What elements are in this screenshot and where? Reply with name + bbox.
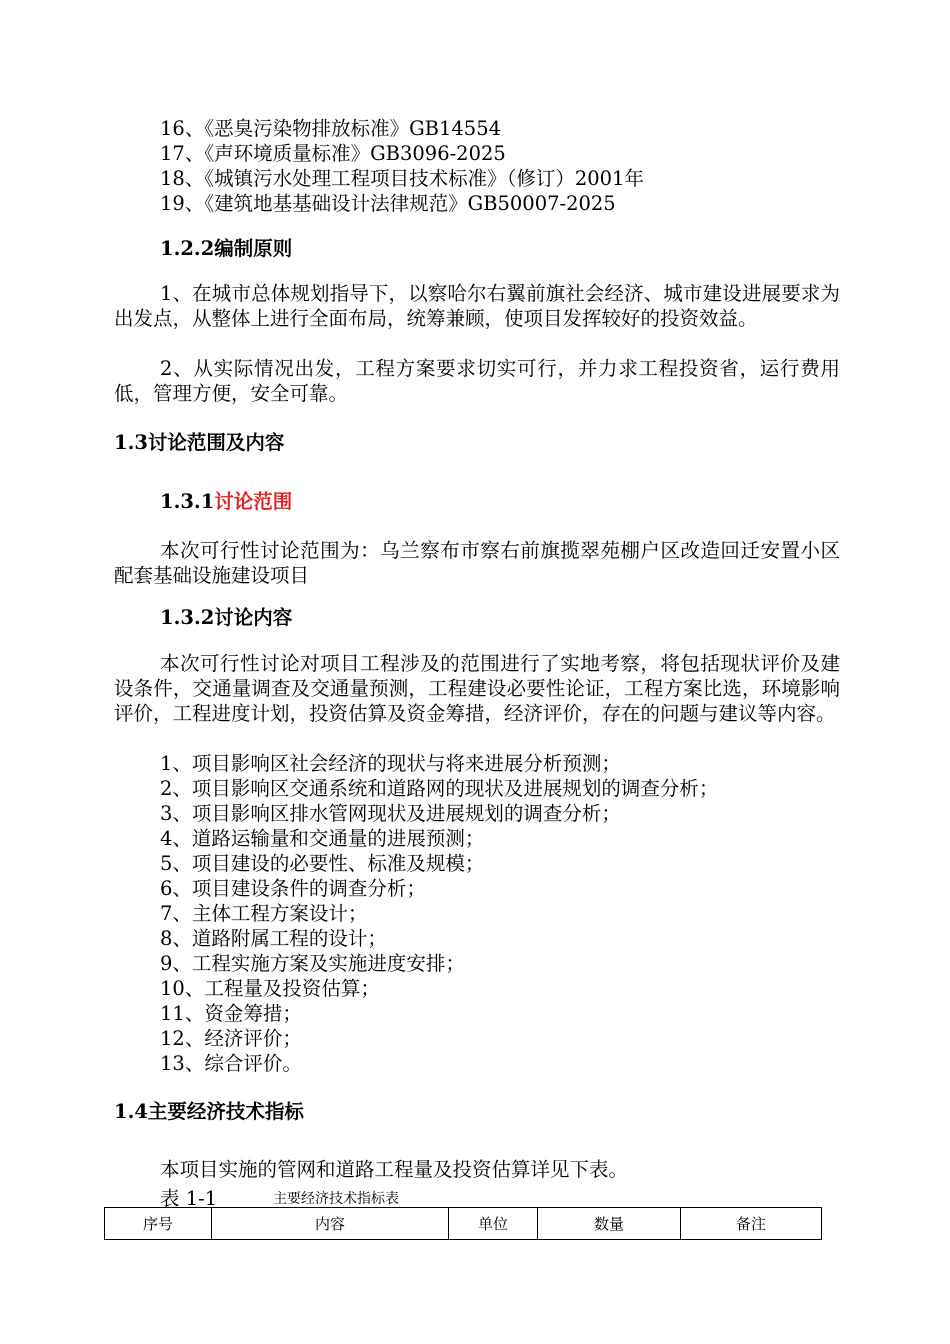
list-item: 12、经济评价； bbox=[160, 1027, 302, 1050]
table-title: 主要经济技术指标表 bbox=[273, 1191, 399, 1207]
list-item: 13、综合评价。 bbox=[160, 1052, 302, 1075]
section-heading-1-4: 1.4主要经济技术指标 bbox=[114, 1100, 304, 1123]
indicators-table bbox=[104, 1207, 822, 1240]
list-item: 9、工程实施方案及实施进度安排； bbox=[160, 952, 465, 975]
column-header: 序号 bbox=[105, 1208, 212, 1240]
list-item: 3、项目影响区排水管网现状及进展规划的调查分析； bbox=[160, 802, 621, 825]
paragraph: 本次可行性讨论范围为：乌兰察布市察右前旗揽翠苑棚户区改造回迁安置小区配套基础设施建设项目 bbox=[114, 539, 840, 587]
table-label: 表 1-1 bbox=[160, 1187, 218, 1210]
list-item: 10、工程量及投资估算； bbox=[160, 977, 380, 1000]
column-header: 单位 bbox=[449, 1208, 538, 1240]
paragraph: 本项目实施的管网和道路工程量及投资估算详见下表。 bbox=[160, 1158, 629, 1181]
table-header-row bbox=[105, 1208, 822, 1240]
list-item: 2、项目影响区交通系统和道路网的现状及进展规划的调查分析； bbox=[160, 777, 719, 800]
section-heading-1-3-2: 1.3.2讨论内容 bbox=[160, 606, 293, 629]
paragraph: 2、从实际情况出发，工程方案要求切实可行，并力求工程投资省，运行费用低，管理方便，安全可靠。 bbox=[114, 357, 840, 405]
paragraph: 本次可行性讨论对项目工程涉及的范围进行了实地考察，将包括现状评价及建设条件，交通量调查及交通量预测，工程建设必要性论证，工程方案比选，环境影响评价，工程进度计划，投资估算及资金筹措，经济评价，存在的问题与建议等内容。 bbox=[114, 652, 840, 725]
section-title-highlight: 讨论范围 bbox=[214, 490, 293, 513]
list-item: 5、项目建设的必要性、标准及规模； bbox=[160, 852, 485, 875]
section-heading-1-3-1 bbox=[160, 489, 292, 514]
list-item: 7、主体工程方案设计； bbox=[160, 902, 368, 925]
list-item: 8、道路附属工程的设计； bbox=[160, 927, 387, 950]
section-heading-1-3: 1.3讨论范围及内容 bbox=[114, 431, 285, 454]
section-heading-1-2-2: 1.2.2编制原则 bbox=[160, 237, 293, 260]
list-item: 11、资金筹措； bbox=[160, 1002, 302, 1025]
paragraph: 1、在城市总体规划指导下，以察哈尔右翼前旗社会经济、城市建设进展要求为出发点，从整体上进行全面布局，统筹兼顾，使项目发挥较好的投资效益。 bbox=[114, 282, 840, 330]
standard-item: 17、《声环境质量标准》GB3096-2025 bbox=[160, 142, 506, 165]
section-number: 1.3.1 bbox=[160, 490, 215, 513]
list-item: 4、道路运输量和交通量的进展预测； bbox=[160, 827, 485, 850]
standard-item: 19、《建筑地基基础设计法律规范》GB50007-2025 bbox=[160, 192, 616, 215]
column-header: 备注 bbox=[681, 1208, 822, 1240]
standard-item: 18、《城镇污水处理工程项目技术标准》（修订）2001年 bbox=[160, 167, 644, 190]
list-item: 6、项目建设条件的调查分析； bbox=[160, 877, 426, 900]
list-item: 1、项目影响区社会经济的现状与将来进展分析预测； bbox=[160, 752, 621, 775]
column-header: 数量 bbox=[538, 1208, 681, 1240]
standard-item: 16、《恶臭污染物排放标准》GB14554 bbox=[160, 117, 502, 140]
column-header: 内容 bbox=[212, 1208, 449, 1240]
